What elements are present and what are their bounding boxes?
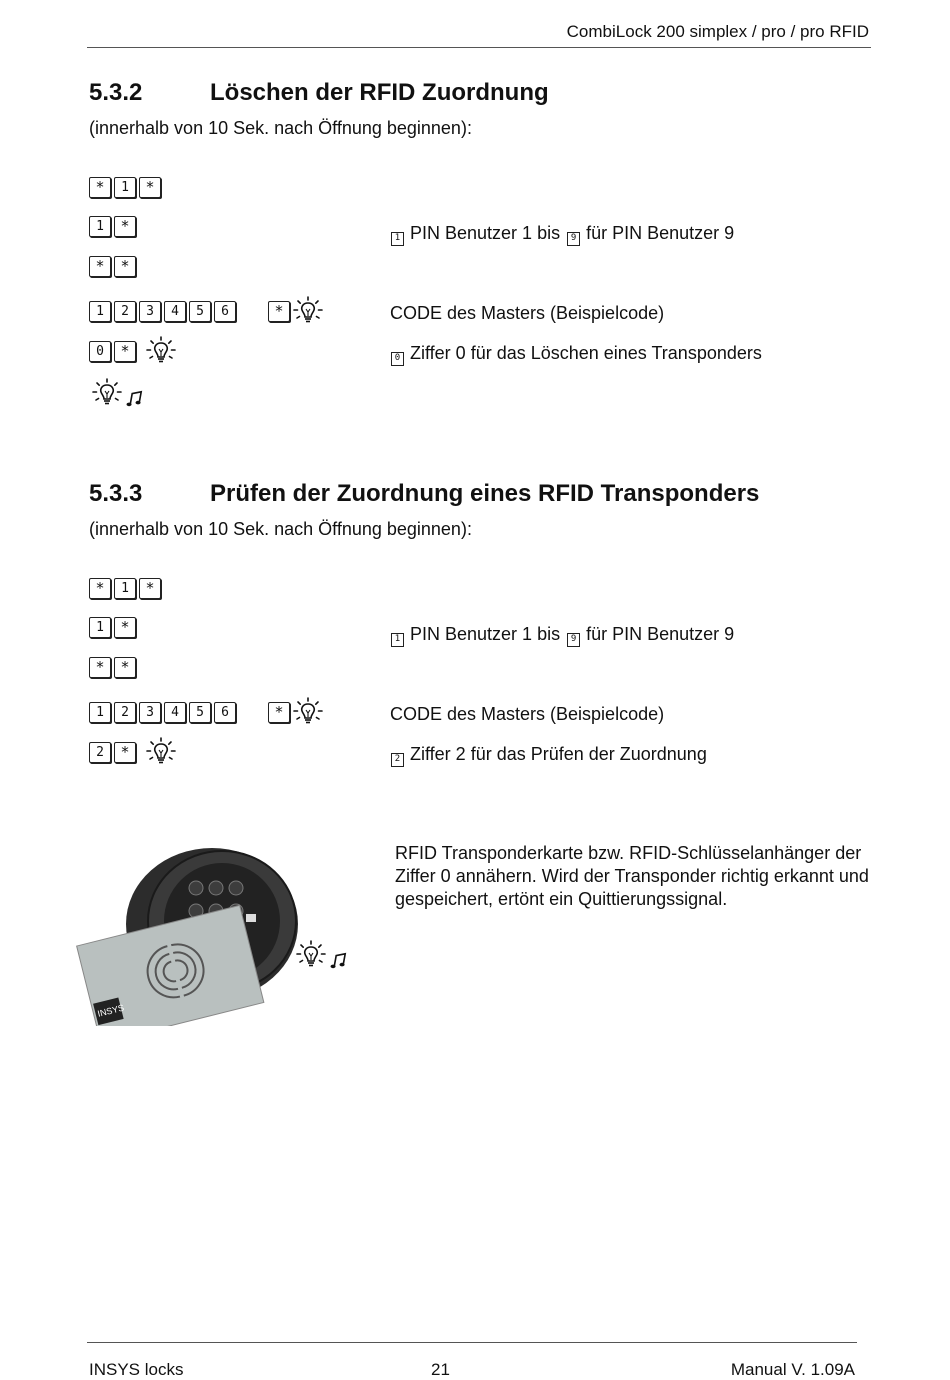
- music-note-icon: [125, 390, 143, 408]
- keypad-key: 0: [89, 341, 111, 362]
- keypad-key: 3: [139, 702, 161, 723]
- note-text: für PIN Benutzer 9: [586, 223, 735, 243]
- keypad-key: 5: [189, 702, 211, 723]
- note-text: Ziffer 0 für das Löschen eines Transponders: [410, 343, 762, 363]
- section-number: 5.3.3: [89, 480, 143, 507]
- key-sequence-row: [89, 256, 136, 277]
- step-note: CODE des Masters (Beispielcode): [390, 303, 665, 323]
- keypad-key: 5: [189, 301, 211, 322]
- keypad-key: *: [139, 177, 161, 198]
- keypad-key: *: [89, 256, 111, 277]
- key-sequence-row: [89, 216, 136, 237]
- section-heading-5-3-3: [89, 480, 759, 508]
- keypad-key: 2: [114, 301, 136, 322]
- key-sequence-row: [89, 657, 136, 678]
- keypad-key: 1: [89, 702, 111, 723]
- lightbulb-icon: [296, 940, 326, 970]
- document-header-title: CombiLock 200 simplex / pro / pro RFID: [566, 22, 869, 41]
- keypad-key: *: [89, 657, 111, 678]
- keypad-key: *: [114, 216, 136, 237]
- note-text: für PIN Benutzer 9: [586, 624, 735, 644]
- key-sequence-row: [89, 177, 161, 198]
- keypad-key: *: [139, 578, 161, 599]
- key-sequence-row: [89, 617, 136, 638]
- section-number: 5.3.2: [89, 79, 143, 106]
- keypad-key: *: [114, 742, 136, 763]
- mini-key: 2: [391, 753, 404, 767]
- key-sequence-row: [89, 296, 323, 326]
- section-subtitle: (innerhalb von 10 Sek. nach Öffnung beginnen):: [89, 519, 472, 539]
- key-sequence-row: [89, 336, 176, 366]
- card-brand-logo: INSYS: [96, 1002, 126, 1019]
- keypad-key: *: [114, 341, 136, 362]
- key-sequence-row: [89, 697, 323, 727]
- keypad-key: 1: [114, 578, 136, 599]
- keypad-key: *: [89, 578, 111, 599]
- footer-version: Manual V. 1.09A: [730, 1360, 855, 1379]
- section-subtitle: (innerhalb von 10 Sek. nach Öffnung beginnen):: [89, 118, 472, 138]
- keypad-key: *: [114, 657, 136, 678]
- lightbulb-icon: [293, 697, 323, 727]
- keypad-key: 6: [214, 301, 236, 322]
- step-note: [389, 744, 707, 767]
- lightbulb-icon: [146, 737, 176, 767]
- mini-key: 1: [391, 232, 404, 246]
- lightbulb-icon: [146, 336, 176, 366]
- section-title: Löschen der RFID Zuordnung: [210, 79, 549, 106]
- keypad-key: *: [268, 301, 290, 322]
- section-heading-5-3-2: [89, 79, 549, 107]
- keypad-key: 1: [89, 216, 111, 237]
- keypad-key: 1: [114, 177, 136, 198]
- footer-rule: [87, 1342, 857, 1343]
- key-sequence-row: [89, 737, 176, 767]
- music-note-icon: [329, 952, 347, 970]
- step-note: [389, 343, 762, 366]
- key-sequence-row: [89, 578, 161, 599]
- confirmation-signal: [92, 378, 143, 408]
- keypad-key: 2: [114, 702, 136, 723]
- mini-key: 9: [567, 232, 580, 246]
- footer-company: INSYS locks: [89, 1360, 184, 1379]
- keypad-key: *: [89, 177, 111, 198]
- rfid-lock-illustration: [72, 846, 312, 1026]
- mini-key: 1: [391, 633, 404, 647]
- mini-key: 0: [391, 352, 404, 366]
- keypad-key: 4: [164, 301, 186, 322]
- mini-key: 9: [567, 633, 580, 647]
- page-number: 21: [431, 1360, 450, 1379]
- keypad-key: 1: [89, 301, 111, 322]
- keypad-key: 6: [214, 702, 236, 723]
- step-note: CODE des Masters (Beispielcode): [390, 704, 665, 724]
- step-note: [389, 624, 734, 647]
- keypad-key: *: [114, 256, 136, 277]
- keypad-key: 2: [89, 742, 111, 763]
- step-note: [389, 223, 734, 246]
- confirmation-signal: [296, 940, 347, 970]
- header-rule: [87, 47, 871, 48]
- keypad-key: *: [114, 617, 136, 638]
- lightbulb-icon: [92, 378, 122, 408]
- section-title: Prüfen der Zuordnung eines RFID Transponders: [210, 480, 760, 507]
- note-text: PIN Benutzer 1 bis: [410, 223, 561, 243]
- note-text: PIN Benutzer 1 bis: [410, 624, 561, 644]
- lightbulb-icon: [293, 296, 323, 326]
- note-text: Ziffer 2 für das Prüfen der Zuordnung: [410, 744, 707, 764]
- keypad-key: 1: [89, 617, 111, 638]
- keypad-key: 4: [164, 702, 186, 723]
- keypad-key: *: [268, 702, 290, 723]
- transponder-instruction: RFID Transponderkarte bzw. RFID-Schlüsselanhänger der Ziffer 0 annähern. Wird der Transponder richtig erkannt und gespeichert, ertönt ein Quittierungssignal.: [395, 843, 869, 909]
- keypad-key: 3: [139, 301, 161, 322]
